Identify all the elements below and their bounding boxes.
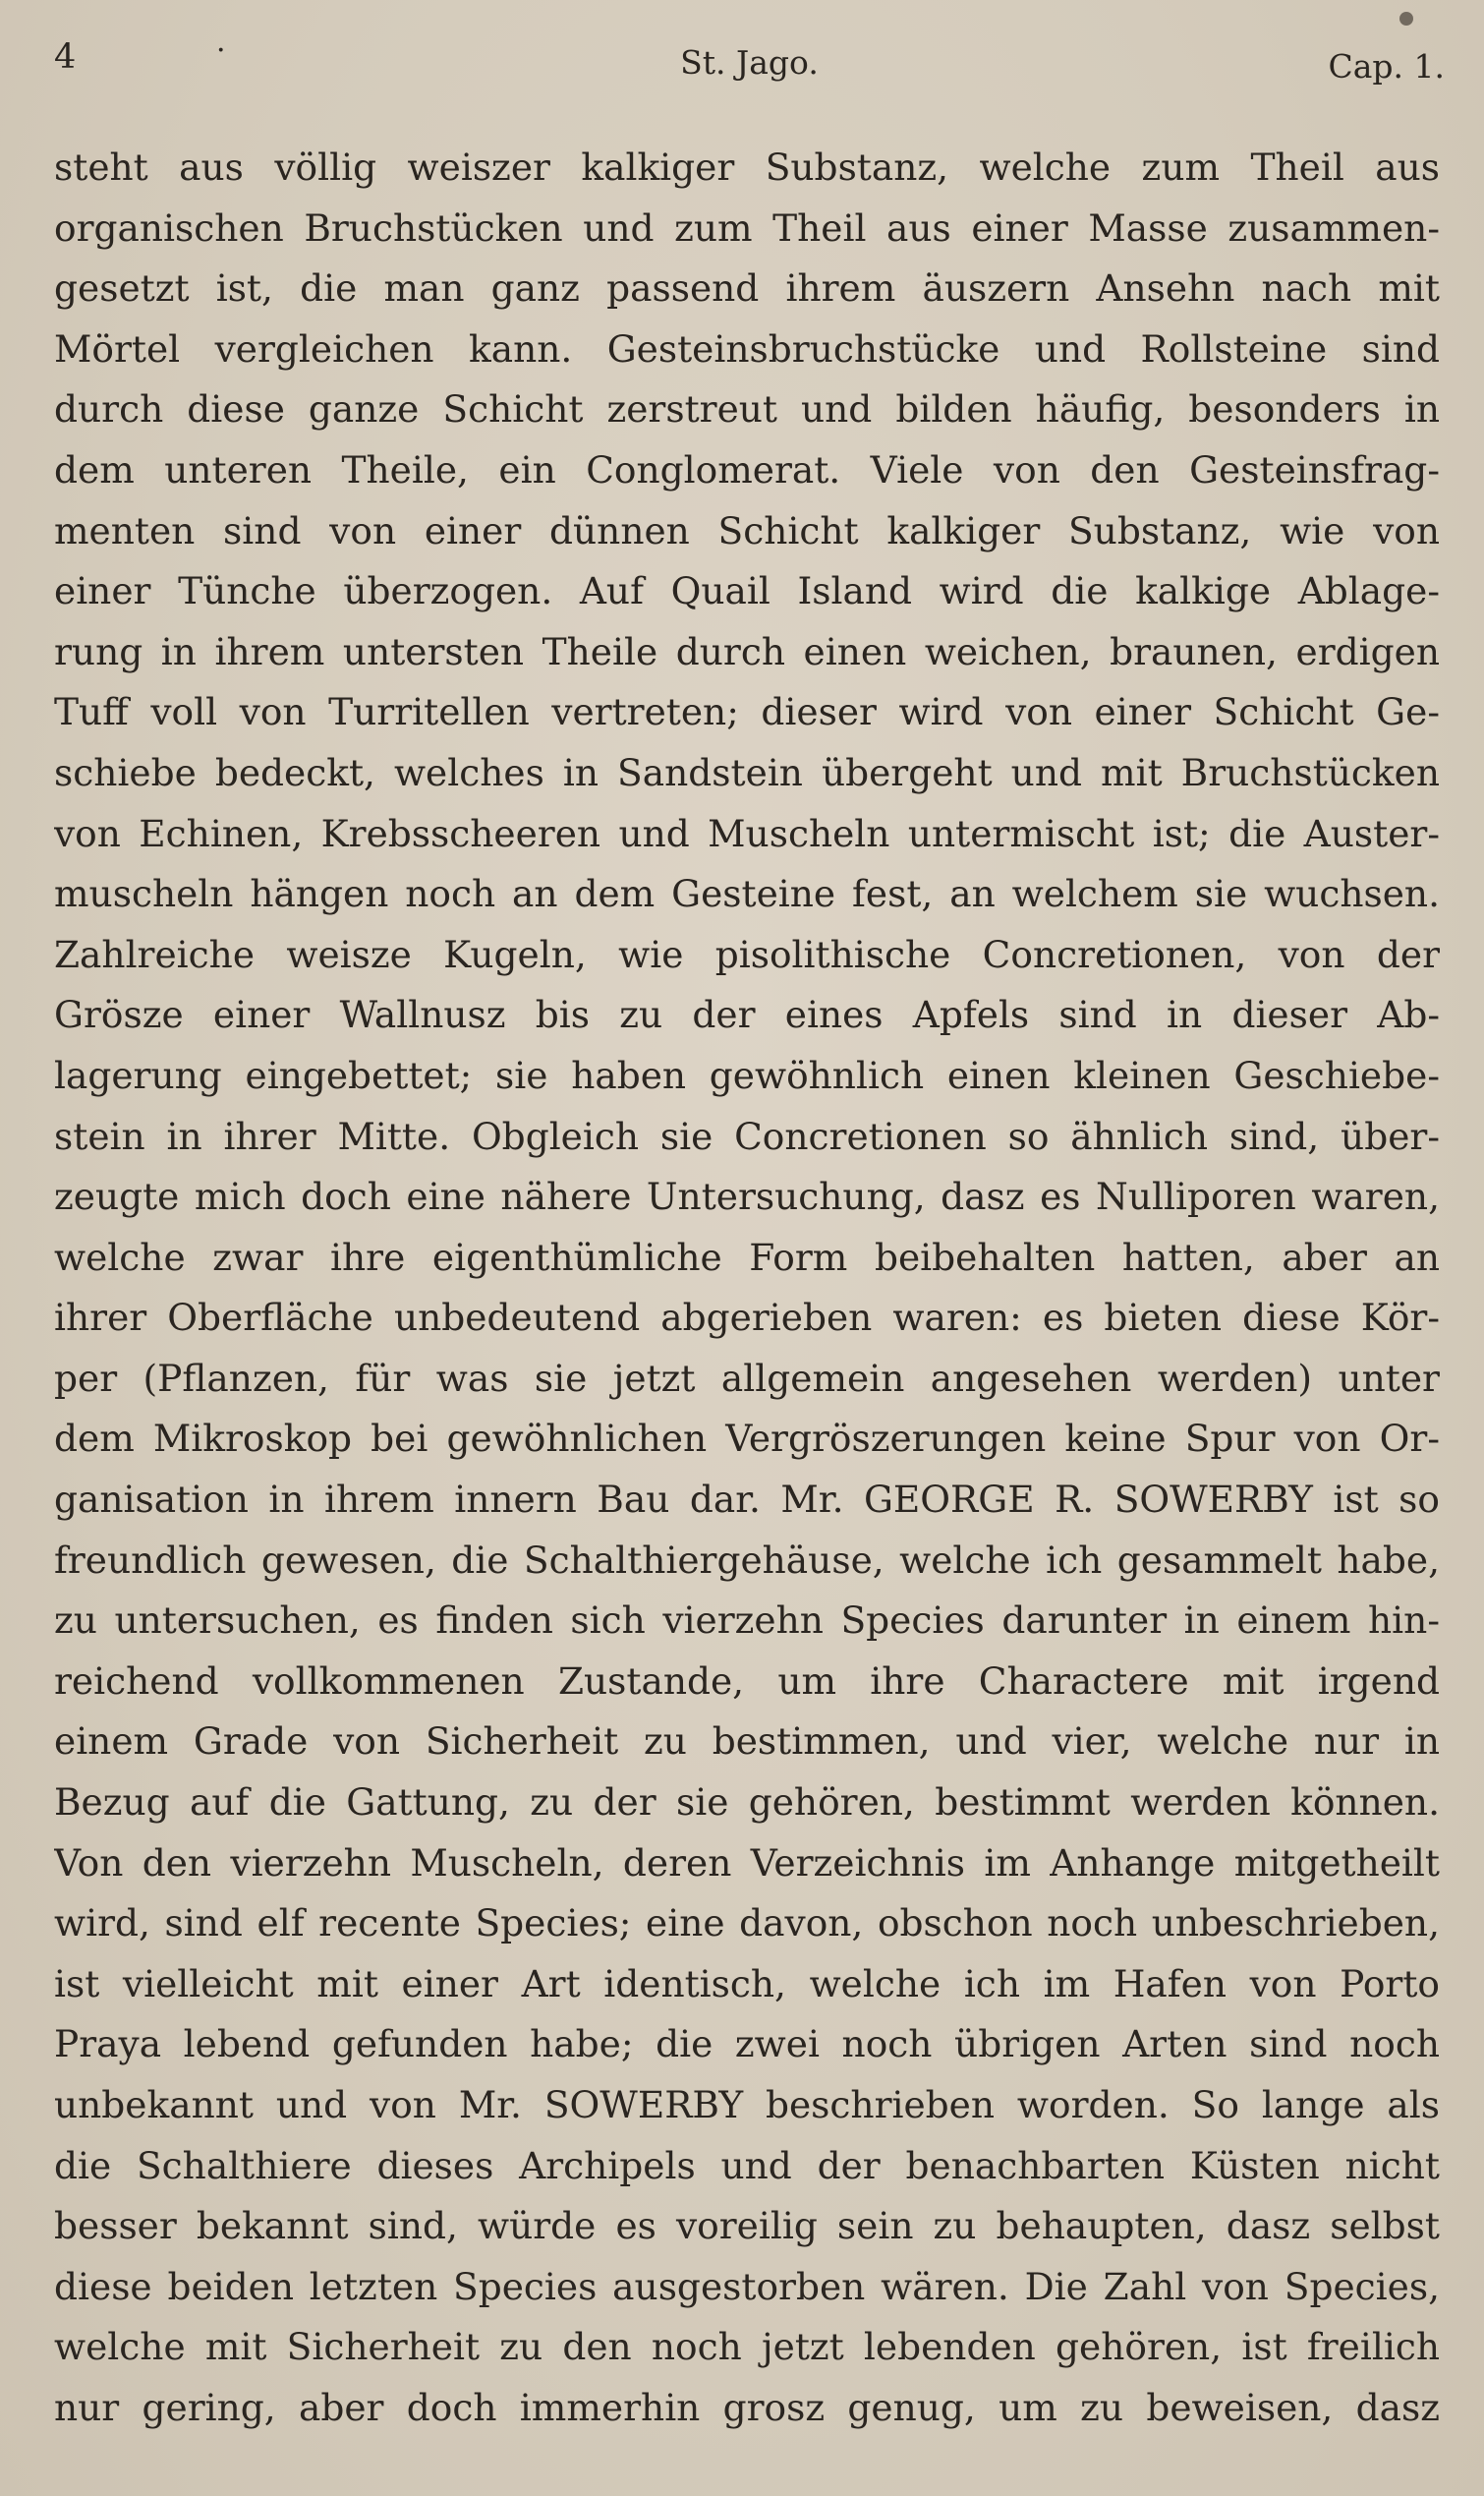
text-line: zeugte mich doch eine nähere Untersuchung, dasz es Nulliporen waren, (54, 1175, 1440, 1219)
text-line: welche mit Sicherheit zu den noch jetzt lebenden gehören, ist freilich (54, 2325, 1440, 2369)
text-line: nur gering, aber doch immerhin grosz genug, um zu beweisen, dasz (54, 2385, 1440, 2429)
text-line: besser bekannt sind, würde es voreilig sein zu behaupten, dasz selbst (54, 2204, 1440, 2248)
text-line: von Echinen, Krebsscheeren und Muscheln untermischt ist; die Auster- (54, 811, 1440, 855)
ink-speck (1399, 12, 1413, 26)
text-line: Mörtel vergleichen kann. Gesteinsbruchstücke und Rollsteine sind (54, 326, 1440, 371)
text-line: ihrer Oberfläche unbedeutend abgerieben waren: es bieten diese Kör- (54, 1296, 1440, 1340)
text-line: gesetzt ist, die man ganz passend ihrem äuszern Ansehn nach mit (54, 266, 1440, 311)
header-dot: · (216, 33, 226, 68)
text-line: welche zwar ihre eigenthümliche Form beibehalten hatten, aber an (54, 1235, 1440, 1279)
text-line: freundlich gewesen, die Schalthiergehäuse, welche ich gesammelt habe, (54, 1538, 1440, 1582)
running-title: St. Jago. (680, 43, 819, 82)
text-line: diese beiden letzten Species ausgestorben wären. Die Zahl von Species, (54, 2264, 1440, 2308)
text-line: einem Grade von Sicherheit zu bestimmen, und vier, welche nur in (54, 1719, 1440, 1764)
text-line: lagerung eingebettet; sie haben gewöhnlich einen kleinen Geschiebe- (54, 1053, 1440, 1097)
text-line: durch diese ganze Schicht zerstreut und bilden häufig, besonders in (54, 387, 1440, 432)
text-line: Bezug auf die Gattung, zu der sie gehören, bestimmt werden können. (54, 1780, 1440, 1825)
text-line: muscheln hängen noch an dem Gesteine fest, an welchem sie wuchsen. (54, 872, 1440, 916)
text-line: einer Tünche überzogen. Auf Quail Island wird die kalkige Ablage- (54, 569, 1440, 613)
text-line: reichend vollkommenen Zustande, um ihre Charactere mit irgend (54, 1658, 1440, 1703)
text-line: zu untersuchen, es finden sich vierzehn Species darunter in einem hin- (54, 1598, 1440, 1643)
text-line: dem Mikroskop bei gewöhnlichen Vergröszerungen keine Spur von Or- (54, 1417, 1440, 1461)
text-line: wird, sind elf recente Species; eine davon, obschon noch unbeschrieben, (54, 1901, 1440, 1945)
body-text (54, 138, 1440, 2439)
text-line: Von den vierzehn Muscheln, deren Verzeichnis im Anhange mitgetheilt (54, 1840, 1440, 1885)
text-line: schiebe bedeckt, welches in Sandstein übergeht und mit Bruchstücken (54, 750, 1440, 794)
text-line: rung in ihrem untersten Theile durch einen weichen, braunen, erdigen (54, 629, 1440, 673)
text-line: per (Pflanzen, für was sie jetzt allgemein angesehen werden) unter (54, 1356, 1440, 1400)
text-line: steht aus völlig weiszer kalkiger Substanz, welche zum Theil aus (54, 145, 1440, 189)
text-line: dem unteren Theile, ein Conglomerat. Viele von den Gesteinsfrag- (54, 447, 1440, 492)
text-line: ganisation in ihrem innern Bau dar. Mr. GEORGE R. SOWERBY ist so (54, 1478, 1440, 1522)
text-line: Zahlreiche weisze Kugeln, wie pisolithische Concretionen, von der (54, 932, 1440, 976)
text-line: organischen Bruchstücken und zum Theil aus einer Masse zusammen- (54, 205, 1440, 250)
text-line: Praya lebend gefunden habe; die zwei noch übrigen Arten sind noch (54, 2022, 1440, 2066)
text-line: Grösze einer Wallnusz bis zu der eines Apfels sind in dieser Ab- (54, 993, 1440, 1037)
text-line: unbekannt und von Mr. SOWERBY beschrieben worden. So lange als (54, 2083, 1440, 2126)
text-line: stein in ihrer Mitte. Obgleich sie Concretionen so ähnlich sind, über- (54, 1114, 1440, 1158)
text-line: ist vielleicht mit einer Art identisch, welche ich im Hafen von Porto (54, 1961, 1440, 2005)
text-line: Tuff voll von Turritellen vertreten; dieser wird von einer Schicht Ge- (54, 690, 1440, 734)
page-number: 4 (54, 37, 77, 77)
text-line: menten sind von einer dünnen Schicht kalkiger Substanz, wie von (54, 508, 1440, 552)
page-header (54, 33, 1445, 96)
text-line: die Schalthiere dieses Archipels und der benachbarten Küsten nicht (54, 2143, 1440, 2187)
chapter-label: Cap. 1. (1328, 47, 1445, 86)
